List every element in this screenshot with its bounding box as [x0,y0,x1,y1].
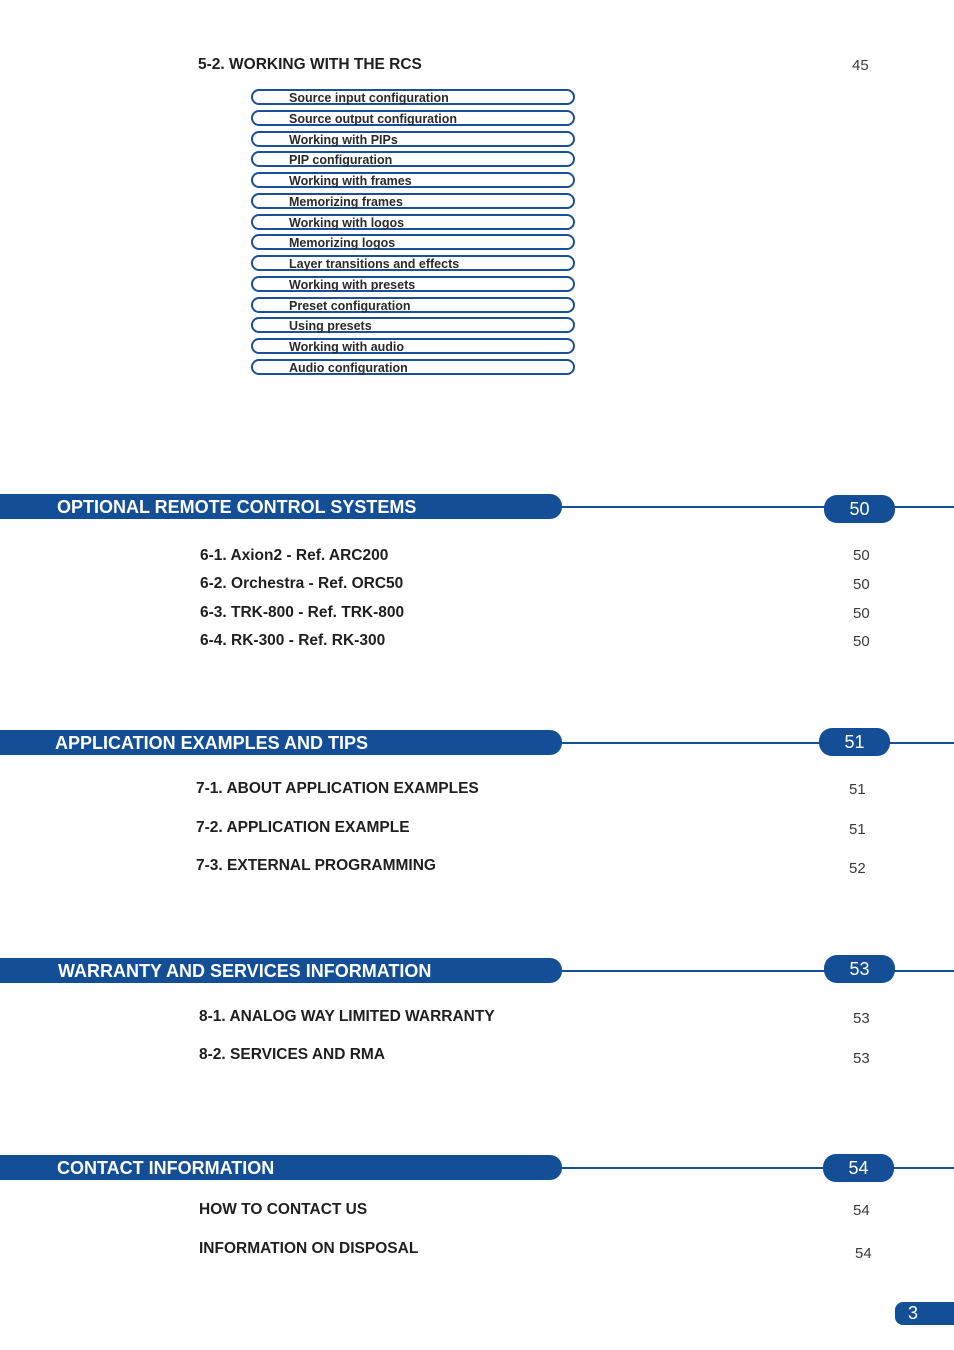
toc-subitem-label: Source output configuration [289,112,458,126]
toc-subitem-label: Audio configuration [289,361,408,375]
toc-subitem-label: Layer transitions and effects [289,257,460,271]
toc-subitem-label: Using presets [289,319,372,333]
chapter-title: CONTACT INFORMATION [57,1158,275,1178]
chapter-header-remote-control[interactable] [0,494,562,519]
page-number: 3 [908,1303,919,1323]
toc-subitem-label: Working with frames [289,174,412,188]
toc-subitem[interactable] [251,359,575,375]
toc-subitem[interactable] [251,110,575,126]
toc-entry-page: 50 [853,576,870,593]
toc-entry-page: 53 [853,1050,870,1067]
toc-subitem-label: PIP configuration [289,153,393,167]
section-5-2-page: 45 [852,57,869,74]
chapter-rule [562,742,954,744]
toc-entry-page: 50 [853,633,870,650]
chapter-header-application-examples[interactable] [0,730,562,755]
toc-entry[interactable]: INFORMATION ON DISPOSAL [199,1240,419,1257]
chapter-header-warranty[interactable] [0,958,562,983]
chapter-rule [562,506,954,508]
toc-entry[interactable]: 8-2. SERVICES AND RMA [199,1046,386,1063]
toc-subitem[interactable] [251,317,575,333]
toc-entry-page: 50 [853,605,870,622]
chapter-title: APPLICATION EXAMPLES AND TIPS [55,733,369,753]
toc-subitem-label: Memorizing logos [289,236,396,250]
toc-subitem-label: Working with logos [289,216,405,230]
chapter-rule [562,1167,954,1169]
toc-subitem[interactable] [251,151,575,167]
toc-subitem[interactable] [251,172,575,188]
chapter-page-badge: 53 [824,955,895,983]
toc-entry[interactable]: 7-1. ABOUT APPLICATION EXAMPLES [196,780,479,797]
toc-subitem-label: Preset configuration [289,299,411,313]
chapter-header-contact[interactable] [0,1155,562,1180]
toc-subitem[interactable] [251,297,575,313]
toc-subitem-label: Working with PIPs [289,133,398,147]
toc-entry[interactable]: 6-1. Axion2 - Ref. ARC200 [200,547,389,564]
toc-entry[interactable]: 6-3. TRK-800 - Ref. TRK-800 [200,604,405,621]
section-5-2-title[interactable]: 5-2. WORKING WITH THE RCS [198,56,422,73]
toc-entry[interactable]: 7-3. EXTERNAL PROGRAMMING [196,857,436,874]
toc-subitem[interactable] [251,255,575,271]
toc-entry-page: 51 [849,821,866,838]
toc-subitem[interactable] [251,276,575,292]
toc-entry[interactable]: 7-2. APPLICATION EXAMPLE [196,819,410,836]
toc-entry-page: 54 [855,1245,872,1262]
toc-entry-page: 53 [853,1010,870,1027]
toc-subitem[interactable] [251,131,575,147]
toc-subitem[interactable] [251,338,575,354]
chapter-rule [562,970,954,972]
chapter-title: OPTIONAL REMOTE CONTROL SYSTEMS [57,497,417,517]
toc-entry[interactable]: 8-1. ANALOG WAY LIMITED WARRANTY [199,1008,495,1025]
chapter-title: WARRANTY AND SERVICES INFORMATION [58,961,432,981]
toc-subitem-label: Working with presets [289,278,416,292]
toc-entry-page: 50 [853,547,870,564]
chapter-page-badge: 51 [819,728,890,756]
toc-entry[interactable]: HOW TO CONTACT US [199,1201,368,1218]
chapter-page-badge: 54 [823,1154,894,1182]
chapter-page-badge: 50 [824,495,895,523]
toc-subitem[interactable] [251,193,575,209]
toc-subitem[interactable] [251,214,575,230]
toc-entry-page: 51 [849,781,866,798]
toc-subitem-label: Source input configuration [289,91,449,105]
toc-subitem-label: Working with audio [289,340,405,354]
toc-entry[interactable]: 6-4. RK-300 - Ref. RK-300 [200,632,386,649]
toc-subitem-label: Memorizing frames [289,195,403,209]
page-number-tab [895,1302,954,1325]
toc-entry[interactable]: 6-2. Orchestra - Ref. ORC50 [200,575,404,592]
toc-entry-page: 54 [853,1202,870,1219]
toc-entry-page: 52 [849,860,866,877]
toc-subitem[interactable] [251,89,575,105]
toc-subitem[interactable] [251,234,575,250]
